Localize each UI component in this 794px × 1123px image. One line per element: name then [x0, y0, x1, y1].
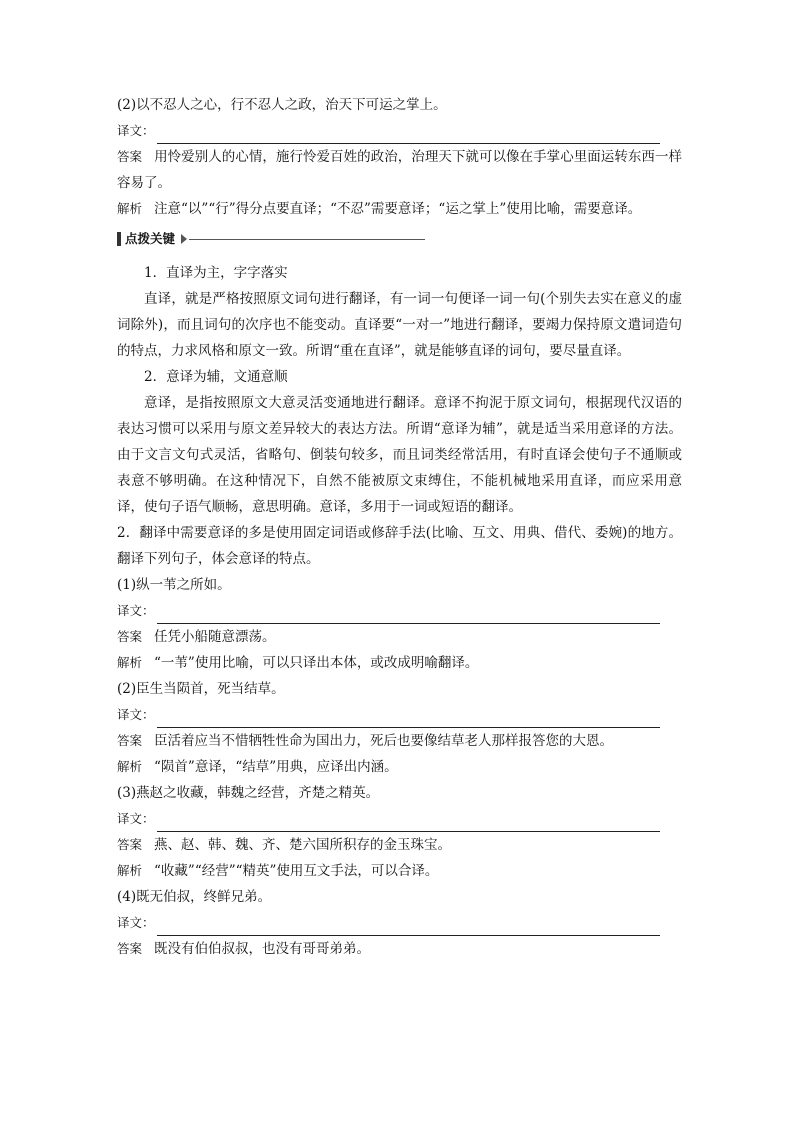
- analysis-block: [117, 650, 682, 676]
- answer-tag: 答案: [117, 629, 143, 644]
- translation-label: 译文：: [117, 811, 155, 826]
- answer-tag: 答案: [117, 837, 143, 852]
- answer-block: [117, 624, 682, 650]
- answer-blank[interactable]: [157, 918, 660, 936]
- analysis-block: [117, 858, 682, 884]
- analysis-text: “一苇”使用比喻，可以只译出本体，或改成明喻翻译。: [154, 655, 479, 671]
- answer-text: 臣活着应当不惜牺牲性命为国出力，死后也要像结草老人那样报答您的大恩。: [154, 733, 614, 749]
- translation-row: [117, 702, 682, 728]
- translation-row: [117, 910, 682, 936]
- item-prompt: (1)纵一苇之所如。: [117, 577, 231, 593]
- answer-block: [117, 832, 682, 858]
- translation-row: [117, 806, 682, 832]
- translation-row: [117, 118, 682, 144]
- answer-text: 燕、赵、韩、魏、齐、楚六国所积存的金玉珠宝。: [154, 837, 452, 853]
- hint-bar-icon: [117, 232, 121, 246]
- answer-blank[interactable]: [157, 606, 660, 624]
- question-prompt: (2)以不忍人之心，行不忍人之政，治天下可运之掌上。: [117, 97, 447, 113]
- translation-label: 译文：: [117, 915, 155, 930]
- hint-header: [117, 226, 682, 252]
- answer-text: 任凭小船随意漂荡。: [154, 629, 276, 645]
- answer-block: [117, 936, 682, 962]
- hint-divider: [189, 239, 425, 240]
- analysis-text: 注意“以”“行”得分点要直译；“不忍”需要意译；“运之掌上”使用比喻，需要意译。: [154, 201, 642, 217]
- analysis-tag: 解析: [117, 863, 143, 878]
- answer-text: 既没有伯伯叔叔，也没有哥哥弟弟。: [154, 941, 371, 957]
- hint-paragraph-2: 意译，是指按照原文大意灵活变通地进行翻译。意译不拘泥于原文词句，根据现代汉语的表达习惯可以采用与原文差异较大的表达方法。所谓“意译为辅”，就是适当采用意译的方法。由于文言文句式灵活，省略句、倒装句较多，而且词类经常活用，有时直译会使句子不通顺或表意不够明确。在这种情况下，自然不能被原文束缚住，不能机械地采用直译，而应采用意译，使句子语气顺畅，意思明确。意译，多用于一词或短语的翻译。: [117, 395, 682, 515]
- analysis-text: “陨首”意译，“结草”用典，应译出内涵。: [154, 759, 398, 775]
- triangle-right-icon: [181, 234, 187, 244]
- answer-blank[interactable]: [157, 126, 660, 144]
- answer-block: [117, 144, 682, 196]
- hint-title: 点拨关键: [125, 231, 176, 246]
- analysis-tag: 解析: [117, 655, 143, 670]
- answer-blank[interactable]: [157, 814, 660, 832]
- section-heading: 2．翻译中需要意译的多是使用固定词语或修辞手法(比喻、互文、用典、借代、委婉)的地方。翻译下列句子，体会意译的特点。: [117, 525, 682, 567]
- answer-block: [117, 728, 682, 754]
- analysis-block: [117, 196, 682, 222]
- hint-heading-1: 1．直译为主，字字落实: [144, 265, 288, 281]
- item-prompt: (2)臣生当陨首，死当结草。: [117, 681, 285, 697]
- hint-paragraph-1: 直译，就是严格按照原文词句进行翻译，有一词一句便译一词一句(个别失去实在意义的虚词除外)，而且词句的次序也不能变动。直译要“一对一”地进行翻译，要竭力保持原文遣词造句的特点，力求风格和原文一致。所谓“重在直译”，就是能够直译的词句，要尽量直译。: [117, 291, 682, 359]
- item-prompt: (4)既无伯叔，终鲜兄弟。: [117, 889, 272, 905]
- document-page: [117, 92, 682, 962]
- analysis-block: [117, 754, 682, 780]
- item-prompt: (3)燕赵之收藏，韩魏之经营，齐楚之精英。: [117, 785, 380, 801]
- translation-label: 译文：: [117, 123, 155, 138]
- answer-tag: 答案: [117, 941, 143, 956]
- analysis-tag: 解析: [117, 201, 143, 216]
- answer-text: 用怜爱别人的心情，施行怜爱百姓的政治，治理天下就可以像在手掌心里面运转东西一样容易了。: [117, 149, 682, 191]
- analysis-tag: 解析: [117, 759, 143, 774]
- hint-heading-2: 2．意译为辅，文通意顺: [144, 369, 288, 385]
- translation-label: 译文：: [117, 603, 155, 618]
- translation-row: [117, 598, 682, 624]
- answer-tag: 答案: [117, 149, 143, 164]
- answer-blank[interactable]: [157, 710, 660, 728]
- translation-label: 译文：: [117, 707, 155, 722]
- answer-tag: 答案: [117, 733, 143, 748]
- analysis-text: “收藏”“经营”“精英”使用互文手法，可以合译。: [154, 863, 439, 879]
